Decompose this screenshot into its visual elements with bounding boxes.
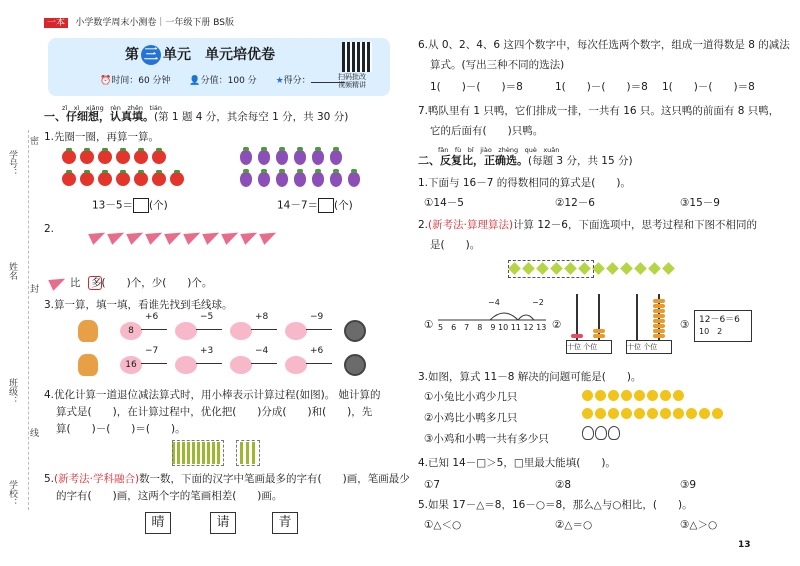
q2-text: 比 多( )个，少( )个。 (70, 277, 213, 289)
paper-plane-icon (259, 227, 279, 245)
unit-number-badge: 三 (141, 45, 161, 65)
q5-line1: 5.(新考法·学科融合)数一数，下面的汉字中笔画最多的字有( )画，笔画最少 (44, 473, 410, 485)
seal-char: 线 (30, 429, 40, 439)
side-student-id: 学号： (7, 150, 17, 177)
answer-box[interactable] (133, 198, 149, 213)
chick-icon (686, 408, 697, 419)
yarn-ball-icon (344, 354, 366, 376)
chick-icon (647, 390, 658, 401)
tomato-group (62, 150, 192, 190)
chick-icon (673, 408, 684, 419)
q2-label: 2. (44, 223, 55, 235)
q6-a2: 1( )－( )＝8 (555, 81, 648, 93)
eggplant-icon (240, 172, 252, 187)
header-badge: 一本 (44, 18, 68, 28)
paper-plane-icon (221, 227, 241, 245)
nl-label-a: −4 (488, 298, 500, 307)
nl-ticks: 5 6 7 8 9 10 11 12 13 (438, 323, 547, 332)
sec2-heading: 二、反复比，正确选。(每题 3 分，共 15 分) (418, 154, 633, 167)
chick-icon (595, 408, 606, 419)
chick-icon (582, 390, 593, 401)
chick-icon (660, 390, 671, 401)
diamond-group-box (508, 260, 594, 278)
bead (653, 319, 665, 323)
paper-plane-icon (202, 227, 222, 245)
arrow (306, 363, 332, 364)
header (44, 15, 234, 30)
tomato-icon (98, 150, 112, 164)
tomato-icon (152, 150, 166, 164)
abacus-a (566, 290, 612, 356)
s1-c[interactable]: ③15－9 (680, 197, 720, 209)
char-qing-invite: 请 (210, 512, 236, 534)
abacus-rod (636, 294, 638, 340)
eggplant-icon (276, 172, 288, 187)
tomato-icon (152, 172, 166, 186)
chick-icon (608, 390, 619, 401)
bead (653, 309, 665, 313)
clock-icon: ⏰ (100, 76, 112, 86)
rabbit-icon (608, 426, 620, 440)
q6-line1: 6.从 0、2、4、6 这四个数字中，每次任选两个数字，组成一道得数是 8 的减法 (418, 39, 790, 51)
side-name: 姓名 (7, 262, 17, 280)
diamond-icon (620, 262, 633, 275)
tomato-icon (116, 150, 130, 164)
eggplant-group (240, 150, 370, 190)
operation-label: +3 (200, 346, 214, 356)
eggplant-icon (348, 172, 360, 187)
side-school: 学校： (7, 480, 17, 507)
score-icon: ★ (275, 76, 284, 86)
page-title: 第 三 单元 单元培优卷 (125, 47, 275, 63)
chick-group (582, 388, 772, 438)
paper-plane-group (90, 222, 290, 252)
cat-icon (78, 354, 98, 376)
paw-icon: 16 (120, 356, 142, 374)
user-icon: 👤 (189, 76, 201, 86)
s1-label: 1.下面与 16－7 的得数相同的算式是( )。 (418, 177, 631, 189)
q4-line1: 4.优化计算一道退位减法算式时，用小棒表示计算过程(如图)。 她计算的 (44, 389, 381, 401)
eggplant-icon (294, 172, 306, 187)
paw-icon (175, 356, 197, 374)
q6-a1: 1( )－( )＝8 (430, 81, 523, 93)
binding-line (28, 130, 29, 510)
paw-icon: 8 (120, 322, 142, 340)
arrow (196, 363, 222, 364)
sec1-heading: 一、仔细想，认真填。(第 1 题 4 分，其余每空 1 分，共 30 分) (44, 110, 349, 123)
bead (593, 329, 605, 333)
s2-opt3[interactable]: ③ (680, 319, 690, 331)
arrow (251, 363, 277, 364)
rabbit-icon (582, 426, 594, 440)
operation-label: −7 (145, 346, 159, 356)
tomato-icon (62, 150, 76, 164)
q5-line2: 的字有( )画，这两个字的笔画相差( )画。 (56, 490, 283, 502)
sec1-pinyin: zǐ xì xiǎng rèn zhēn tián (62, 104, 163, 112)
q1-eq2: 14－7＝ (个) (277, 199, 353, 212)
eggplant-icon (330, 150, 342, 165)
eggplant-icon (294, 150, 306, 165)
diamond-icon (648, 262, 661, 275)
s1-b[interactable]: ②12－6 (555, 197, 595, 209)
bead (653, 314, 665, 318)
diamond-icon (606, 262, 619, 275)
eggplant-icon (258, 172, 270, 187)
bead (653, 299, 665, 303)
tomato-icon (98, 172, 112, 186)
tomato-icon (80, 150, 94, 164)
s3-label: 3.如图，算式 11－8 解决的问题可能是( )。 (418, 371, 642, 383)
arrow (141, 329, 167, 330)
chick-icon (634, 408, 645, 419)
tomato-icon (134, 172, 148, 186)
operation-label: −5 (200, 312, 214, 322)
chick-icon (621, 390, 632, 401)
paper-plane-icon (107, 227, 127, 245)
s4-label: 4.已知 14－□＞5，□里最大能填( )。 (418, 457, 616, 469)
cat-icon (78, 320, 98, 342)
bead (653, 334, 665, 338)
q1-eq1: 13－5＝ (个) (92, 199, 168, 212)
paper-plane-icon (164, 227, 184, 245)
eggplant-icon (330, 172, 342, 187)
operation-label: +8 (255, 312, 269, 322)
arrow (196, 329, 222, 330)
eggplant-icon (312, 172, 324, 187)
operation-label: +6 (310, 346, 324, 356)
abacus-b (626, 290, 672, 356)
chick-icon (647, 408, 658, 419)
arrow (141, 363, 167, 364)
s5-b[interactable]: ②△＝○ (555, 519, 593, 531)
bundle-box (172, 440, 224, 466)
calc-box: 12－6＝6 10 2 (694, 310, 752, 342)
s5-a[interactable]: ①△＜○ (424, 519, 462, 531)
nl-label-b: −2 (532, 298, 544, 307)
paw-icon (230, 356, 252, 374)
eggplant-icon (240, 150, 252, 165)
s3-c[interactable]: ③小鸡和小鸭一共有多少只 (424, 433, 549, 445)
bead (653, 304, 665, 308)
s5-c[interactable]: ③△＞○ (680, 519, 718, 531)
char-qing-blue: 青 (272, 512, 298, 534)
s3-a[interactable]: ①小兔比小鸡少几只 (424, 391, 518, 403)
chick-icon (595, 390, 606, 401)
info-row: ⏰时间：60 分钟 👤分值：100 分 ★得分： (100, 74, 345, 88)
q6-a3: 1( )－( )＝8 (662, 81, 755, 93)
chick-icon (608, 408, 619, 419)
arrow (251, 329, 277, 330)
s2-opt2[interactable]: ② (552, 319, 562, 331)
paper-plane-icon (126, 227, 146, 245)
s2-line2: 是( )。 (430, 239, 481, 251)
s2-line1: 2.(新考法·算理算法)计算 12－6，下面选项中，思考过程和下图不相同的 (418, 219, 757, 231)
s4-a[interactable]: ①7 (424, 479, 441, 491)
header-text: 小学数学周末小测卷｜一年级下册 BS版 (75, 18, 234, 28)
eggplant-icon (258, 150, 270, 165)
paw-icon (285, 356, 307, 374)
q3-row2 (78, 346, 378, 378)
yarn-ball-icon (344, 320, 366, 342)
paper-plane-icon (240, 227, 260, 245)
paw-icon (230, 322, 252, 340)
bundle-box (236, 440, 260, 466)
q7-line2: 它的后面有( )只鸭。 (430, 125, 544, 137)
eggplant-icon (312, 150, 324, 165)
diamond-icon (592, 262, 605, 275)
rabbit-icon (595, 426, 607, 440)
chick-icon (634, 390, 645, 401)
q6-line2: 算式。(写出三种不同的选法) (430, 59, 565, 71)
bead (653, 324, 665, 328)
s2-opt1[interactable]: ① (424, 319, 434, 331)
diamond-row (508, 262, 690, 276)
answer-box[interactable] (318, 198, 334, 213)
s4-c[interactable]: ③9 (680, 479, 697, 491)
char-qing-sunny: 晴 (145, 512, 171, 534)
operation-label: +6 (145, 312, 159, 322)
q4-line3: 算( )－( )＝( )。 (56, 423, 186, 435)
tomato-icon (116, 172, 130, 186)
bead (571, 334, 583, 338)
chick-icon (660, 408, 671, 419)
paw-icon (285, 322, 307, 340)
chick-icon (621, 408, 632, 419)
eggplant-icon (276, 150, 288, 165)
q1-label: 1.先圈一圈，再算一算。 (44, 131, 160, 143)
paper-plane-icon (88, 227, 108, 245)
seal-char: 封 (30, 285, 40, 295)
qr-code[interactable] (342, 42, 372, 72)
abacus-base: 十位 个位 (626, 340, 672, 354)
bead (653, 329, 665, 333)
seal-char: 密 (30, 137, 40, 147)
operation-label: −9 (310, 312, 324, 322)
page-number: 13 (738, 540, 751, 550)
qr-caption: 扫码批改 视频精讲 (338, 73, 366, 89)
q3-label: 3.算一算，填一填，看谁先找到毛线球。 (44, 299, 233, 311)
tomato-icon (62, 172, 76, 186)
q4-line2: 算式是( )，在计算过程中，优化把( )分成( )和( )，先 (56, 406, 373, 418)
abacus-base: 十位 个位 (566, 340, 612, 354)
chick-icon (582, 408, 593, 419)
side-class: 班级： (7, 378, 17, 405)
paw-icon (175, 322, 197, 340)
paper-plane-icon (183, 227, 203, 245)
s5-label: 5.如果 17－△＝8，16－○＝8，那么△与○相比，( )。 (418, 499, 693, 511)
diamond-icon (662, 262, 675, 275)
s4-b[interactable]: ②8 (555, 479, 572, 491)
stick-bundle (172, 440, 282, 466)
chick-icon (712, 408, 723, 419)
chick-icon (673, 390, 684, 401)
operation-label: −4 (255, 346, 269, 356)
s1-a[interactable]: ①14－5 (424, 197, 464, 209)
diamond-icon (634, 262, 647, 275)
tomato-icon (80, 172, 94, 186)
paper-plane-icon (145, 227, 165, 245)
chick-icon (699, 408, 710, 419)
arrow (306, 329, 332, 330)
q7-line1: 7.鸭队里有 1 只鸭，它们排成一排，一共有 16 只。这只鸭的前面有 8 只鸭， (418, 105, 780, 117)
q3-row1 (78, 312, 378, 344)
s3-b[interactable]: ②小鸡比小鸭多几只 (424, 412, 518, 424)
sec2-pinyin: fǎn fù bǐ jiào zhèng què xuǎn (438, 146, 560, 154)
tomato-icon (170, 172, 184, 186)
tomato-icon (134, 150, 148, 164)
bead (593, 334, 605, 338)
